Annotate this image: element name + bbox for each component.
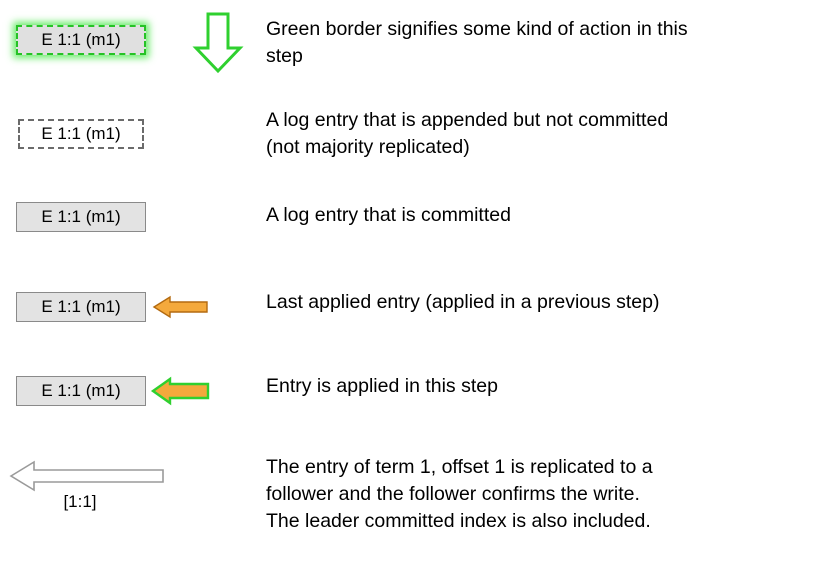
down-arrow-icon <box>190 12 246 79</box>
legend-row-replication <box>0 440 826 571</box>
orange-left-arrow-icon <box>152 293 210 326</box>
legend-desc-green-border <box>266 16 822 70</box>
entry-box-committed: E 1:1 (m1) <box>16 202 146 232</box>
legend-desc-line: The leader committed index is also included. <box>266 510 651 532</box>
legend-desc-applied-this-step <box>266 373 822 400</box>
legend-desc-line: (not majority replicated) <box>266 136 470 158</box>
legend-desc-line: The entry of term 1, offset 1 is replicated to a <box>266 456 653 478</box>
legend-row-green-border <box>0 0 826 95</box>
entry-box-green-border: E 1:1 (m1) <box>16 25 146 55</box>
legend-desc-appended <box>266 107 822 161</box>
legend-desc-line: A log entry that is appended but not committed <box>266 109 669 131</box>
legend-desc-last-applied <box>266 289 822 316</box>
legend-row-committed <box>0 180 826 265</box>
legend-desc-line: step <box>266 45 303 67</box>
entry-box-last-applied: E 1:1 (m1) <box>16 292 146 322</box>
legend-desc-line: Last applied entry (applied in a previous step) <box>266 291 660 313</box>
legend-row-applied-this-step <box>0 350 826 440</box>
entry-box-applied-this-step: E 1:1 (m1) <box>16 376 146 406</box>
legend-desc-line: Entry is applied in this step <box>266 375 498 397</box>
legend-desc-line: Green border signifies some kind of action in this <box>266 18 688 40</box>
entry-box-appended-not-committed: E 1:1 (m1) <box>18 119 144 149</box>
orange-left-arrow-green-outline-icon <box>150 374 212 413</box>
legend-desc-committed <box>266 202 822 229</box>
replication-arrow-label: [1:1] <box>63 492 97 511</box>
legend-row-last-applied <box>0 265 826 350</box>
legend-desc-line: A log entry that is committed <box>266 204 511 226</box>
legend-desc-line: follower and the follower confirms the write. <box>266 483 640 505</box>
legend-row-appended <box>0 95 826 180</box>
legend-desc-replication <box>266 454 822 535</box>
